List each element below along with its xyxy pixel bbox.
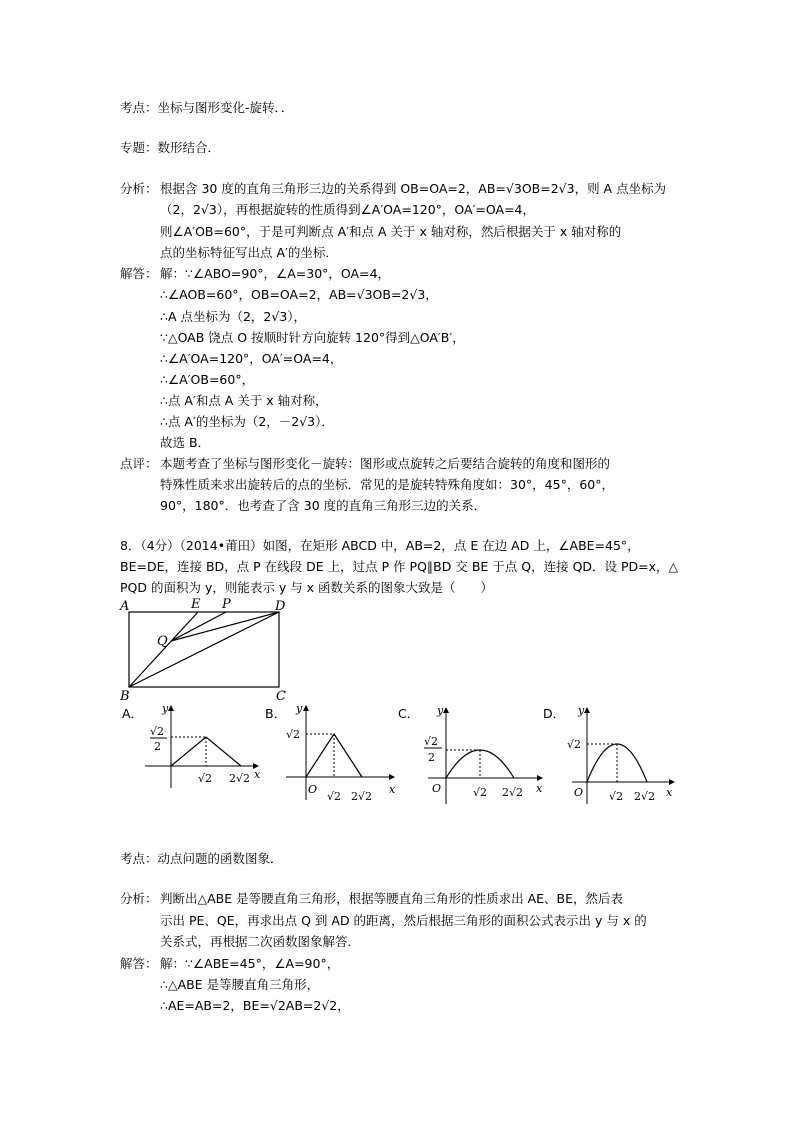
jieda-line-9: 故选 B． (160, 435, 211, 450)
fenxi8-label: 分析： (120, 891, 158, 906)
x-label: x (666, 786, 673, 799)
jieda-label: 解答： (120, 266, 158, 281)
kaodian8-text: 动点问题的函数图象． (157, 851, 283, 866)
x-label: x (389, 783, 396, 796)
kaodian-text: 坐标与图形变化-旋转．． (157, 100, 294, 115)
segment-qd (171, 612, 279, 641)
x-label: x (536, 782, 543, 795)
origin-label: O (574, 786, 584, 799)
graph-b[interactable] (276, 700, 401, 810)
zhuanti-label: 专题： (120, 140, 158, 155)
option-b-label[interactable]: B． (265, 706, 287, 721)
kaodian8-row (120, 851, 283, 867)
origin-label: O (432, 782, 442, 795)
rectangle-figure (115, 596, 295, 702)
fenxi8-line-2: 示出 PE、QE，再求出点 Q 到 AD 的距离，然后根据三角形的面积公式表示出 y 与 x 的 (160, 913, 647, 928)
kaodian8-label: 考点： (120, 851, 158, 866)
jieda-line-5: ∴∠A′OA=120°，OA′=OA=4， (160, 351, 343, 366)
option-a-label[interactable]: A． (122, 706, 144, 721)
jieda-line-6: ∴∠A′OB=60°， (160, 372, 255, 387)
label-e: E (191, 597, 201, 612)
y-tick: √2 (567, 738, 582, 751)
fenxi-line-4: 点的坐标特征写出点 A′的坐标． (160, 245, 338, 260)
y-label: y (296, 702, 303, 715)
dianping-line-2: 特殊性质来求出旋转后的点的坐标．常见的是旋转特殊角度如：30°，45°，60°， (160, 477, 614, 492)
zhuanti-row (120, 140, 220, 156)
dianping-label: 点评： (120, 456, 158, 471)
fenxi-label: 分析： (120, 181, 158, 196)
option-d-label[interactable]: D． (543, 706, 566, 721)
fenxi8-line-1: 判断出△ABE 是等腰直角三角形，根据等腰直角三角形的性质求出 AE、BE，然后表 (160, 891, 624, 906)
option-c-label[interactable]: C． (398, 706, 420, 721)
x-tick-2: 2√2 (634, 790, 656, 803)
jieda-line-4: ∵△OAB 饶点 O 按顺时针方向旋转 120°得到△OA′B′， (160, 330, 465, 345)
y-tick-num: √2 (150, 725, 165, 738)
dianping-line-1: 本题考查了坐标与图形变化－旋转：图形或点旋转之后要结合旋转的角度和图形的 (160, 456, 611, 471)
segment-pq (171, 612, 226, 641)
jieda-line-2: ∴∠AOB=60°，OB=OA=2，AB=√3OB=2√3， (160, 287, 438, 302)
y-label: y (162, 702, 169, 715)
origin-label: O (308, 783, 318, 796)
jieda-line-8: ∴点 A′的坐标为（2，－2√3）． (160, 414, 334, 429)
fenxi-line-1: 根据含 30 度的直角三角形三边的关系得到 OB=OA=2，AB=√3OB=2√3，则 A 点坐标为 (160, 181, 667, 196)
question8-line-2: BE=DE，连接 BD，点 P 在线段 DE 上，过点 P 作 PQ∥BD 交 BE 于点 Q，连接 QD．设 PD=x，△ (120, 559, 679, 574)
x-tick-1: √2 (327, 790, 342, 803)
y-tick-den: 2 (428, 751, 435, 764)
label-p: P (222, 597, 231, 612)
kaodian-row (120, 100, 293, 116)
jieda8-line-3: ∴AE=AB=2，BE=√2AB=2√2， (160, 998, 350, 1013)
dianping-line-3: 90°，180°．也考查了含 30 度的直角三角形三边的关系． (160, 498, 487, 513)
jieda-line-7: ∴点 A′和点 A 关于 x 轴对称， (160, 393, 328, 408)
x-tick-2: 2√2 (502, 786, 524, 799)
x-tick-2: 2√2 (351, 790, 373, 803)
x-tick-1: √2 (609, 790, 624, 803)
label-q: Q (157, 634, 168, 649)
y-label: y (437, 704, 444, 717)
graph-c[interactable] (418, 700, 548, 810)
y-tick: √2 (286, 728, 301, 741)
question8-line-1: 8．（4分）（2014•莆田）如图，在矩形 ABCD 中，AB=2，点 E 在边 AD 上，∠ABE=45°， (120, 538, 640, 553)
y-tick-den: 2 (154, 740, 161, 753)
label-a: A (120, 599, 130, 614)
fenxi-line-3: 则∠A′OB=60°，于是可判断点 A′和点 A 关于 x 轴对称，然后根据关于 x 轴对称的 (160, 224, 622, 239)
y-tick-num: √2 (424, 735, 439, 748)
kaodian-label: 考点： (120, 100, 158, 115)
jieda-line-3: ∴A 点坐标为（2，2√3）， (160, 309, 307, 324)
jieda8-line-2: ∴△ABE 是等腰直角三角形， (160, 977, 320, 992)
zhuanti-text: 数形结合． (157, 140, 221, 155)
jieda8-line-1: 解：∵∠ABE=45°，∠A=90°， (160, 956, 340, 971)
x-tick-2: 2√2 (229, 772, 251, 785)
label-d: D (275, 599, 286, 614)
y-label: y (578, 704, 585, 717)
fenxi-line-2: （2，2√3），再根据旋转的性质得到∠A′OA=120°，OA′=OA=4， (160, 202, 536, 217)
x-tick-1: √2 (198, 772, 213, 785)
x-label: x (254, 768, 261, 781)
label-b: B (120, 689, 130, 702)
label-c: C (276, 689, 286, 702)
question8-line-3: PQD 的面积为 y，则能表示 y 与 x 函数关系的图象大致是（ ） (120, 580, 494, 595)
x-tick-1: √2 (473, 786, 488, 799)
jieda-line-1: 解：∵∠ABO=90°，∠A=30°，OA=4， (160, 266, 391, 281)
segment-be (129, 612, 198, 687)
graph-d[interactable] (562, 700, 682, 810)
graph-a[interactable] (140, 700, 265, 790)
jieda8-label: 解答： (120, 956, 158, 971)
fenxi8-line-3: 关系式，再根据二次函数图象解答． (160, 934, 361, 949)
